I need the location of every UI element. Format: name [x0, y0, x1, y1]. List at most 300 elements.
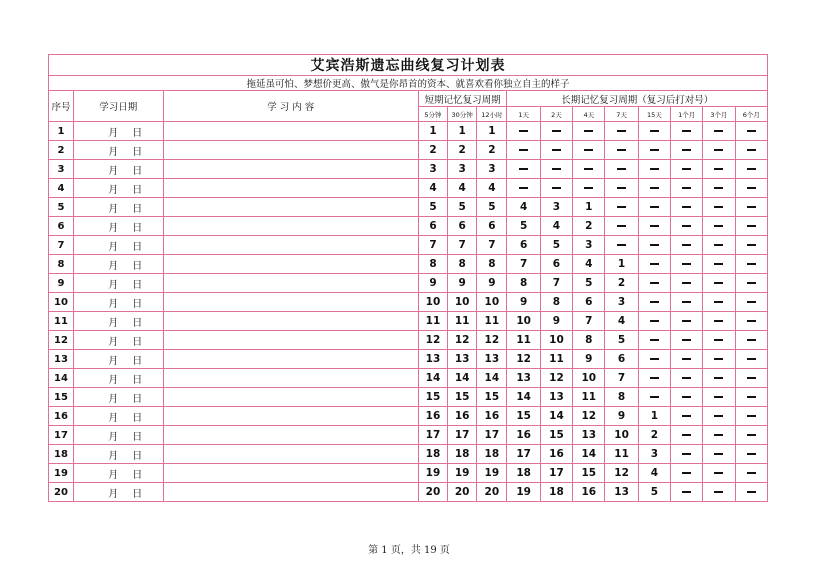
row-content[interactable] [163, 274, 418, 293]
long-review-cell-empty[interactable] [735, 312, 767, 331]
short-review-cell: 2 [418, 141, 447, 160]
long-review-cell-empty[interactable] [703, 464, 735, 483]
subheader-long: 7天 [605, 107, 638, 122]
long-review-cell-empty[interactable] [638, 160, 670, 179]
long-review-cell-empty[interactable] [638, 141, 670, 160]
long-review-cell[interactable]: 4 [540, 217, 572, 236]
month-label: 月 [108, 222, 119, 234]
long-review-cell[interactable]: 12 [507, 350, 540, 369]
row-date[interactable] [74, 122, 164, 141]
long-review-cell-empty[interactable] [703, 217, 735, 236]
long-review-cell-empty[interactable] [735, 407, 767, 426]
month-label: 月 [108, 355, 119, 367]
month-label: 月 [108, 412, 119, 424]
long-review-cell[interactable]: 11 [605, 445, 638, 464]
dash-mark [650, 358, 659, 360]
long-review-cell-empty[interactable] [605, 198, 638, 217]
long-review-cell-empty[interactable] [638, 274, 670, 293]
long-review-cell-empty[interactable] [573, 179, 605, 198]
long-review-cell-empty[interactable] [638, 217, 670, 236]
long-review-cell[interactable]: 11 [540, 350, 572, 369]
row-content[interactable] [163, 483, 418, 502]
long-review-cell-empty[interactable] [540, 160, 572, 179]
long-review-cell[interactable]: 2 [638, 426, 670, 445]
row-content[interactable] [163, 179, 418, 198]
long-review-cell[interactable]: 8 [573, 331, 605, 350]
dash-mark [519, 149, 528, 151]
long-review-cell-empty[interactable] [735, 331, 767, 350]
dash-mark [617, 225, 626, 227]
subheader-short: 5分钟 [418, 107, 447, 122]
row-content[interactable] [163, 426, 418, 445]
month-label: 月 [108, 165, 119, 177]
dash-mark [650, 149, 659, 151]
short-review-cell: 15 [418, 388, 447, 407]
long-review-cell[interactable]: 5 [605, 331, 638, 350]
long-review-cell[interactable]: 18 [507, 464, 540, 483]
row-date[interactable] [74, 217, 164, 236]
long-review-cell-empty[interactable] [605, 160, 638, 179]
dash-mark [747, 187, 756, 189]
subheader-long: 1个月 [671, 107, 703, 122]
long-review-cell-empty[interactable] [671, 388, 703, 407]
long-review-cell-empty[interactable] [703, 274, 735, 293]
long-review-cell-empty[interactable] [605, 141, 638, 160]
row-content[interactable] [163, 236, 418, 255]
long-review-cell-empty[interactable] [735, 388, 767, 407]
dash-mark [714, 434, 723, 436]
long-review-cell[interactable]: 4 [573, 255, 605, 274]
table-row [49, 198, 768, 217]
long-review-cell-empty[interactable] [638, 122, 670, 141]
month-label: 月 [108, 260, 119, 272]
row-date[interactable] [74, 426, 164, 445]
long-review-cell[interactable]: 4 [605, 312, 638, 331]
long-review-cell[interactable]: 3 [638, 445, 670, 464]
long-review-cell-empty[interactable] [735, 464, 767, 483]
long-review-cell-empty[interactable] [605, 122, 638, 141]
long-review-cell-empty[interactable] [671, 198, 703, 217]
long-review-cell-empty[interactable] [703, 426, 735, 445]
month-label: 月 [108, 146, 119, 158]
dash-mark [747, 434, 756, 436]
dash-mark [650, 301, 659, 303]
long-review-cell-empty[interactable] [703, 179, 735, 198]
long-review-cell-empty[interactable] [735, 236, 767, 255]
long-review-cell-empty[interactable] [703, 445, 735, 464]
long-review-cell-empty[interactable] [540, 122, 572, 141]
short-review-cell: 8 [448, 255, 477, 274]
long-review-cell[interactable]: 10 [573, 369, 605, 388]
long-review-cell[interactable]: 6 [573, 293, 605, 312]
long-review-cell[interactable]: 9 [573, 350, 605, 369]
short-review-cell: 3 [418, 160, 447, 179]
long-review-cell[interactable]: 8 [540, 293, 572, 312]
table-row [49, 179, 768, 198]
row-content[interactable] [163, 141, 418, 160]
day-label: 日 [132, 184, 143, 196]
long-review-cell[interactable]: 15 [573, 464, 605, 483]
dash-mark [682, 415, 691, 417]
long-review-cell-empty[interactable] [638, 236, 670, 255]
long-review-cell-empty[interactable] [671, 407, 703, 426]
dash-mark [714, 491, 723, 493]
dash-mark [714, 415, 723, 417]
long-review-cell[interactable]: 17 [507, 445, 540, 464]
row-date[interactable] [74, 464, 164, 483]
short-review-cell: 16 [448, 407, 477, 426]
dash-mark [682, 149, 691, 151]
long-review-cell[interactable]: 7 [507, 255, 540, 274]
long-review-cell-empty[interactable] [735, 350, 767, 369]
subheader-long: 15天 [638, 107, 670, 122]
day-label: 日 [132, 127, 143, 139]
subheader-long: 1天 [507, 107, 540, 122]
row-content[interactable] [163, 464, 418, 483]
month-label: 月 [108, 241, 119, 253]
dash-mark [584, 149, 593, 151]
long-review-cell-empty[interactable] [671, 179, 703, 198]
long-review-cell[interactable]: 14 [573, 445, 605, 464]
long-review-cell[interactable]: 9 [540, 312, 572, 331]
dash-mark [682, 187, 691, 189]
long-review-cell-empty[interactable] [735, 369, 767, 388]
row-content[interactable] [163, 388, 418, 407]
dash-mark [650, 187, 659, 189]
long-review-cell[interactable]: 18 [540, 483, 572, 502]
long-review-cell[interactable]: 5 [573, 274, 605, 293]
long-review-cell-empty[interactable] [638, 312, 670, 331]
long-review-cell[interactable]: 4 [507, 198, 540, 217]
long-review-cell[interactable]: 16 [540, 445, 572, 464]
row-seq: 17 [49, 426, 74, 445]
long-review-cell-empty[interactable] [638, 388, 670, 407]
long-review-cell[interactable]: 3 [573, 236, 605, 255]
row-date[interactable] [74, 198, 164, 217]
long-review-cell-empty[interactable] [671, 122, 703, 141]
long-review-cell[interactable]: 8 [605, 388, 638, 407]
long-review-cell-empty[interactable] [735, 122, 767, 141]
long-review-cell[interactable]: 1 [605, 255, 638, 274]
short-review-cell: 6 [448, 217, 477, 236]
long-review-cell[interactable]: 6 [605, 350, 638, 369]
long-review-cell-empty[interactable] [638, 293, 670, 312]
dash-mark [552, 130, 561, 132]
short-review-cell: 4 [448, 179, 477, 198]
dash-mark [617, 168, 626, 170]
row-seq: 4 [49, 179, 74, 198]
short-review-cell: 17 [418, 426, 447, 445]
long-review-cell[interactable]: 11 [573, 388, 605, 407]
table-row [49, 255, 768, 274]
long-review-cell[interactable]: 7 [605, 369, 638, 388]
short-review-cell: 8 [477, 255, 507, 274]
row-content[interactable] [163, 255, 418, 274]
row-content[interactable] [163, 312, 418, 331]
row-date[interactable] [74, 141, 164, 160]
long-review-cell-empty[interactable] [605, 217, 638, 236]
row-date[interactable] [74, 407, 164, 426]
short-review-cell: 17 [477, 426, 507, 445]
long-review-cell-empty[interactable] [507, 160, 540, 179]
long-review-cell-empty[interactable] [605, 179, 638, 198]
long-review-cell-empty[interactable] [703, 160, 735, 179]
long-review-cell[interactable]: 9 [507, 293, 540, 312]
short-review-cell: 3 [477, 160, 507, 179]
long-review-cell-empty[interactable] [703, 236, 735, 255]
long-review-cell-empty[interactable] [735, 426, 767, 445]
short-review-cell: 1 [477, 122, 507, 141]
long-review-cell-empty[interactable] [703, 312, 735, 331]
dash-mark [682, 244, 691, 246]
long-review-cell[interactable]: 6 [507, 236, 540, 255]
table-row [49, 483, 768, 502]
short-review-cell: 19 [477, 464, 507, 483]
long-review-cell[interactable]: 5 [540, 236, 572, 255]
long-review-cell-empty[interactable] [638, 331, 670, 350]
short-review-cell: 10 [448, 293, 477, 312]
row-seq: 18 [49, 445, 74, 464]
row-content[interactable] [163, 198, 418, 217]
long-review-cell-empty[interactable] [703, 388, 735, 407]
long-review-cell[interactable]: 5 [507, 217, 540, 236]
short-review-cell: 15 [448, 388, 477, 407]
row-date[interactable] [74, 160, 164, 179]
page-footer: 第 1 页，共 19 页 [368, 545, 450, 556]
table-row [49, 312, 768, 331]
long-review-cell[interactable]: 14 [507, 388, 540, 407]
table-body [49, 122, 768, 502]
long-review-cell-empty[interactable] [671, 464, 703, 483]
long-review-cell-empty[interactable] [703, 255, 735, 274]
dash-mark [519, 130, 528, 132]
dash-mark [650, 225, 659, 227]
review-plan-table [48, 54, 768, 502]
long-review-cell-empty[interactable] [735, 483, 767, 502]
long-review-cell[interactable]: 16 [573, 483, 605, 502]
row-seq: 10 [49, 293, 74, 312]
long-review-cell-empty[interactable] [735, 179, 767, 198]
long-review-cell[interactable]: 16 [507, 426, 540, 445]
dash-mark [714, 206, 723, 208]
row-date[interactable] [74, 236, 164, 255]
dash-mark [650, 282, 659, 284]
long-review-cell-empty[interactable] [703, 483, 735, 502]
dash-mark [682, 434, 691, 436]
long-review-cell-empty[interactable] [671, 160, 703, 179]
long-review-cell[interactable]: 15 [540, 426, 572, 445]
long-review-cell-empty[interactable] [735, 445, 767, 464]
row-date[interactable] [74, 179, 164, 198]
long-review-cell-empty[interactable] [671, 141, 703, 160]
long-review-cell-empty[interactable] [671, 426, 703, 445]
long-review-cell-empty[interactable] [507, 141, 540, 160]
table-row [49, 293, 768, 312]
dash-mark [714, 149, 723, 151]
long-review-cell[interactable]: 7 [540, 274, 572, 293]
short-review-cell: 11 [448, 312, 477, 331]
long-review-cell-empty[interactable] [638, 350, 670, 369]
row-date[interactable] [74, 312, 164, 331]
row-content[interactable] [163, 407, 418, 426]
long-review-cell[interactable]: 1 [573, 198, 605, 217]
dash-mark [519, 187, 528, 189]
day-label: 日 [132, 450, 143, 462]
long-review-cell-empty[interactable] [703, 350, 735, 369]
long-review-cell[interactable]: 9 [605, 407, 638, 426]
long-review-cell-empty[interactable] [573, 141, 605, 160]
row-content[interactable] [163, 122, 418, 141]
long-review-cell-empty[interactable] [703, 141, 735, 160]
day-label: 日 [132, 279, 143, 291]
row-content[interactable] [163, 217, 418, 236]
day-label: 日 [132, 298, 143, 310]
long-review-cell-empty[interactable] [605, 236, 638, 255]
long-review-cell-empty[interactable] [573, 122, 605, 141]
long-review-cell[interactable]: 14 [540, 407, 572, 426]
month-label: 月 [108, 298, 119, 310]
long-review-cell-empty[interactable] [507, 179, 540, 198]
long-review-cell[interactable]: 3 [605, 293, 638, 312]
table-row [49, 160, 768, 179]
long-review-cell-empty[interactable] [671, 483, 703, 502]
long-review-cell-empty[interactable] [703, 369, 735, 388]
header-short-term: 短期记忆复习周期 [418, 91, 507, 107]
long-review-cell[interactable]: 13 [540, 388, 572, 407]
long-review-cell[interactable]: 5 [638, 483, 670, 502]
short-review-cell: 4 [418, 179, 447, 198]
long-review-cell-empty[interactable] [671, 274, 703, 293]
subheader-long: 6个月 [735, 107, 767, 122]
row-date[interactable] [74, 483, 164, 502]
row-content[interactable] [163, 445, 418, 464]
long-review-cell[interactable]: 13 [605, 483, 638, 502]
sheet-title: 艾宾浩斯遗忘曲线复习计划表 [49, 55, 768, 76]
long-review-cell[interactable]: 19 [507, 483, 540, 502]
table-row [49, 445, 768, 464]
long-review-cell-empty[interactable] [638, 369, 670, 388]
long-review-cell-empty[interactable] [671, 217, 703, 236]
long-review-cell-empty[interactable] [573, 160, 605, 179]
row-date[interactable] [74, 274, 164, 293]
row-content[interactable] [163, 293, 418, 312]
long-review-cell-empty[interactable] [735, 274, 767, 293]
long-review-cell-empty[interactable] [735, 255, 767, 274]
month-label: 月 [108, 336, 119, 348]
long-review-cell[interactable]: 2 [605, 274, 638, 293]
short-review-cell: 13 [477, 350, 507, 369]
long-review-cell[interactable]: 11 [507, 331, 540, 350]
long-review-cell-empty[interactable] [703, 122, 735, 141]
long-review-cell-empty[interactable] [735, 217, 767, 236]
long-review-cell[interactable]: 10 [507, 312, 540, 331]
table-row [49, 274, 768, 293]
long-review-cell-empty[interactable] [638, 179, 670, 198]
short-review-cell: 11 [418, 312, 447, 331]
table-row [49, 388, 768, 407]
long-review-cell-empty[interactable] [703, 407, 735, 426]
row-date[interactable] [74, 388, 164, 407]
short-review-cell: 20 [477, 483, 507, 502]
long-review-cell-empty[interactable] [540, 179, 572, 198]
long-review-cell[interactable]: 12 [540, 369, 572, 388]
long-review-cell-empty[interactable] [671, 255, 703, 274]
long-review-cell-empty[interactable] [638, 198, 670, 217]
long-review-cell-empty[interactable] [703, 331, 735, 350]
row-content[interactable] [163, 350, 418, 369]
short-review-cell: 8 [418, 255, 447, 274]
long-review-cell-empty[interactable] [735, 293, 767, 312]
short-review-cell: 16 [477, 407, 507, 426]
long-review-cell[interactable]: 8 [507, 274, 540, 293]
long-review-cell-empty[interactable] [507, 122, 540, 141]
day-label: 日 [132, 241, 143, 253]
dash-mark [682, 396, 691, 398]
dash-mark [714, 396, 723, 398]
table-row [49, 122, 768, 141]
long-review-cell-empty[interactable] [671, 369, 703, 388]
row-seq: 2 [49, 141, 74, 160]
row-date[interactable] [74, 445, 164, 464]
long-review-cell[interactable]: 4 [638, 464, 670, 483]
long-review-cell[interactable]: 6 [540, 255, 572, 274]
short-review-cell: 19 [418, 464, 447, 483]
day-label: 日 [132, 146, 143, 158]
long-review-cell-empty[interactable] [735, 198, 767, 217]
long-review-cell[interactable]: 12 [605, 464, 638, 483]
long-review-cell-empty[interactable] [735, 141, 767, 160]
dash-mark [650, 320, 659, 322]
row-date[interactable] [74, 331, 164, 350]
row-date[interactable] [74, 369, 164, 388]
long-review-cell[interactable]: 3 [540, 198, 572, 217]
long-review-cell[interactable]: 1 [638, 407, 670, 426]
row-seq: 12 [49, 331, 74, 350]
long-review-cell-empty[interactable] [703, 293, 735, 312]
long-review-cell-empty[interactable] [735, 160, 767, 179]
row-content[interactable] [163, 331, 418, 350]
row-date[interactable] [74, 293, 164, 312]
row-date[interactable] [74, 350, 164, 369]
long-review-cell[interactable]: 10 [605, 426, 638, 445]
long-review-cell-empty[interactable] [671, 445, 703, 464]
row-content[interactable] [163, 369, 418, 388]
row-content[interactable] [163, 160, 418, 179]
long-review-cell[interactable]: 7 [573, 312, 605, 331]
long-review-cell-empty[interactable] [671, 293, 703, 312]
long-review-cell-empty[interactable] [540, 141, 572, 160]
dash-mark [714, 320, 723, 322]
long-review-cell-empty[interactable] [671, 312, 703, 331]
row-date[interactable] [74, 255, 164, 274]
long-review-cell[interactable]: 2 [573, 217, 605, 236]
long-review-cell-empty[interactable] [703, 198, 735, 217]
long-review-cell-empty[interactable] [638, 255, 670, 274]
long-review-cell-empty[interactable] [671, 331, 703, 350]
long-review-cell-empty[interactable] [671, 350, 703, 369]
long-review-cell[interactable]: 10 [540, 331, 572, 350]
long-review-cell[interactable]: 13 [507, 369, 540, 388]
dash-mark [584, 168, 593, 170]
dash-mark [682, 130, 691, 132]
long-review-cell[interactable]: 17 [540, 464, 572, 483]
day-label: 日 [132, 260, 143, 272]
long-review-cell[interactable]: 15 [507, 407, 540, 426]
long-review-cell-empty[interactable] [671, 236, 703, 255]
long-review-cell[interactable]: 13 [573, 426, 605, 445]
long-review-cell[interactable]: 12 [573, 407, 605, 426]
month-label: 月 [108, 488, 119, 500]
